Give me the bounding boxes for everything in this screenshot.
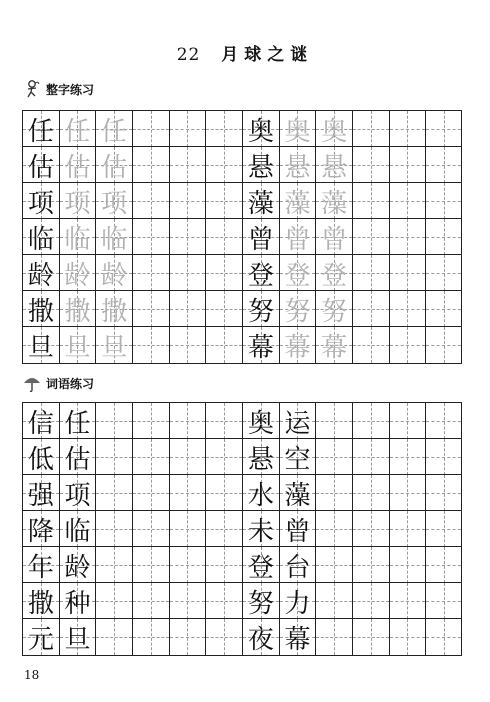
figure-icon bbox=[22, 79, 42, 99]
writing-cell bbox=[95, 219, 132, 255]
practice-row bbox=[22, 618, 462, 656]
model-character: 运 bbox=[284, 408, 311, 439]
writing-cell bbox=[95, 583, 132, 619]
model-character: 撒 bbox=[27, 296, 54, 327]
writing-cell bbox=[59, 147, 96, 183]
writing-cell bbox=[205, 291, 242, 327]
model-character: 力 bbox=[284, 588, 311, 619]
writing-cell bbox=[22, 583, 59, 619]
writing-cell bbox=[205, 583, 242, 619]
writing-cell bbox=[205, 475, 242, 511]
writing-cell bbox=[389, 219, 426, 255]
writing-cell bbox=[205, 547, 242, 583]
section-header-word-practice bbox=[22, 372, 94, 394]
trace-character: 曾 bbox=[321, 224, 348, 255]
writing-cell bbox=[315, 439, 352, 475]
trace-character: 藻 bbox=[284, 188, 311, 219]
writing-cell bbox=[425, 403, 462, 439]
writing-cell bbox=[132, 583, 169, 619]
practice-row bbox=[22, 254, 462, 291]
writing-cell bbox=[169, 147, 206, 183]
trace-character: 项 bbox=[101, 188, 128, 219]
model-character: 种 bbox=[64, 588, 91, 619]
trace-character: 努 bbox=[284, 296, 311, 327]
writing-cell bbox=[169, 219, 206, 255]
trace-character: 任 bbox=[64, 116, 91, 147]
trace-character: 估 bbox=[101, 152, 128, 183]
writing-cell bbox=[425, 583, 462, 619]
writing-cell bbox=[352, 511, 389, 547]
model-character: 任 bbox=[64, 408, 91, 439]
writing-cell bbox=[22, 511, 59, 547]
model-character: 努 bbox=[247, 296, 274, 327]
writing-cell bbox=[132, 547, 169, 583]
writing-cell bbox=[132, 439, 169, 475]
writing-cell bbox=[389, 583, 426, 619]
writing-cell bbox=[279, 511, 316, 547]
writing-cell bbox=[205, 111, 242, 147]
writing-cell bbox=[169, 183, 206, 219]
writing-cell bbox=[425, 439, 462, 475]
writing-cell bbox=[59, 619, 96, 655]
writing-cell bbox=[22, 219, 59, 255]
writing-cell bbox=[242, 511, 279, 547]
writing-cell bbox=[22, 291, 59, 327]
writing-cell bbox=[315, 111, 352, 147]
lesson-title bbox=[0, 40, 490, 70]
writing-cell bbox=[389, 291, 426, 327]
writing-cell bbox=[279, 219, 316, 255]
writing-cell bbox=[389, 327, 426, 363]
writing-cell bbox=[22, 327, 59, 363]
writing-cell bbox=[132, 255, 169, 291]
model-character: 元 bbox=[27, 624, 54, 655]
model-character: 悬 bbox=[247, 444, 274, 475]
writing-cell bbox=[315, 183, 352, 219]
writing-cell bbox=[389, 183, 426, 219]
writing-cell bbox=[205, 327, 242, 363]
writing-cell bbox=[59, 183, 96, 219]
model-character: 龄 bbox=[64, 552, 91, 583]
writing-cell bbox=[279, 255, 316, 291]
writing-cell bbox=[389, 511, 426, 547]
model-character: 未 bbox=[247, 516, 274, 547]
writing-cell bbox=[352, 439, 389, 475]
practice-row bbox=[22, 146, 462, 183]
writing-cell bbox=[389, 439, 426, 475]
writing-cell bbox=[279, 327, 316, 363]
writing-cell bbox=[169, 583, 206, 619]
writing-cell bbox=[315, 511, 352, 547]
writing-cell bbox=[389, 475, 426, 511]
writing-cell bbox=[425, 147, 462, 183]
writing-cell bbox=[315, 547, 352, 583]
writing-cell bbox=[425, 111, 462, 147]
practice-row bbox=[22, 546, 462, 583]
writing-cell bbox=[279, 403, 316, 439]
writing-cell bbox=[132, 219, 169, 255]
writing-cell bbox=[169, 111, 206, 147]
trace-character: 曾 bbox=[284, 224, 311, 255]
writing-cell bbox=[59, 327, 96, 363]
writing-cell bbox=[205, 403, 242, 439]
writing-cell bbox=[59, 291, 96, 327]
writing-cell bbox=[315, 147, 352, 183]
writing-cell bbox=[132, 511, 169, 547]
model-character: 藻 bbox=[284, 480, 311, 511]
writing-cell bbox=[352, 255, 389, 291]
writing-cell bbox=[279, 147, 316, 183]
writing-cell bbox=[132, 475, 169, 511]
writing-cell bbox=[425, 327, 462, 363]
writing-cell bbox=[205, 219, 242, 255]
writing-cell bbox=[22, 255, 59, 291]
writing-cell bbox=[169, 511, 206, 547]
model-character: 项 bbox=[64, 480, 91, 511]
model-character: 旦 bbox=[64, 624, 91, 655]
writing-cell bbox=[132, 327, 169, 363]
model-character: 台 bbox=[284, 552, 311, 583]
model-character: 信 bbox=[27, 408, 54, 439]
writing-cell bbox=[169, 291, 206, 327]
model-character: 强 bbox=[27, 480, 54, 511]
trace-character: 幕 bbox=[321, 332, 348, 363]
writing-cell bbox=[95, 403, 132, 439]
writing-cell bbox=[352, 619, 389, 655]
trace-character: 临 bbox=[101, 224, 128, 255]
writing-cell bbox=[279, 619, 316, 655]
model-character: 撒 bbox=[27, 588, 54, 619]
practice-row bbox=[22, 582, 462, 619]
writing-cell bbox=[169, 403, 206, 439]
writing-cell bbox=[425, 183, 462, 219]
section-label: 整字练习 bbox=[46, 82, 95, 97]
writing-cell bbox=[242, 619, 279, 655]
writing-cell bbox=[425, 255, 462, 291]
writing-cell bbox=[352, 183, 389, 219]
writing-cell bbox=[315, 619, 352, 655]
practice-row bbox=[22, 438, 462, 475]
model-character: 登 bbox=[247, 260, 274, 291]
writing-cell bbox=[95, 183, 132, 219]
trace-character: 临 bbox=[64, 224, 91, 255]
model-character: 奥 bbox=[247, 116, 274, 147]
model-character: 年 bbox=[27, 552, 54, 583]
trace-character: 藻 bbox=[321, 188, 348, 219]
writing-cell bbox=[425, 475, 462, 511]
writing-cell bbox=[279, 475, 316, 511]
trace-character: 撒 bbox=[101, 296, 128, 327]
model-character: 临 bbox=[27, 224, 54, 255]
writing-cell bbox=[132, 291, 169, 327]
practice-row bbox=[22, 110, 462, 147]
writing-cell bbox=[22, 403, 59, 439]
model-character: 幕 bbox=[284, 624, 311, 655]
word-practice-grid bbox=[22, 402, 462, 654]
writing-cell bbox=[315, 255, 352, 291]
writing-cell bbox=[205, 147, 242, 183]
writing-cell bbox=[425, 219, 462, 255]
model-character: 登 bbox=[247, 552, 274, 583]
writing-cell bbox=[389, 147, 426, 183]
writing-cell bbox=[95, 291, 132, 327]
writing-cell bbox=[205, 183, 242, 219]
model-character: 空 bbox=[284, 444, 311, 475]
writing-cell bbox=[352, 583, 389, 619]
trace-character: 旦 bbox=[64, 332, 91, 363]
writing-cell bbox=[22, 547, 59, 583]
writing-cell bbox=[352, 111, 389, 147]
writing-cell bbox=[389, 255, 426, 291]
trace-character: 登 bbox=[321, 260, 348, 291]
writing-cell bbox=[242, 583, 279, 619]
model-character: 曾 bbox=[284, 516, 311, 547]
trace-character: 撒 bbox=[64, 296, 91, 327]
writing-cell bbox=[205, 511, 242, 547]
writing-cell bbox=[242, 439, 279, 475]
writing-cell bbox=[169, 327, 206, 363]
model-character: 奥 bbox=[247, 408, 274, 439]
model-character: 藻 bbox=[247, 188, 274, 219]
writing-cell bbox=[95, 111, 132, 147]
model-character: 任 bbox=[27, 116, 54, 147]
trace-character: 项 bbox=[64, 188, 91, 219]
practice-row bbox=[22, 182, 462, 219]
trace-character: 奥 bbox=[284, 116, 311, 147]
writing-cell bbox=[242, 111, 279, 147]
model-character: 夜 bbox=[247, 624, 274, 655]
trace-character: 旦 bbox=[101, 332, 128, 363]
lesson-name: 月球之谜 bbox=[221, 45, 314, 65]
practice-row bbox=[22, 402, 462, 439]
writing-cell bbox=[59, 255, 96, 291]
writing-cell bbox=[132, 183, 169, 219]
page-number: 18 bbox=[24, 668, 40, 682]
writing-cell bbox=[242, 291, 279, 327]
writing-cell bbox=[389, 403, 426, 439]
writing-cell bbox=[22, 619, 59, 655]
writing-cell bbox=[59, 219, 96, 255]
writing-cell bbox=[352, 547, 389, 583]
trace-character: 努 bbox=[321, 296, 348, 327]
trace-character: 龄 bbox=[101, 260, 128, 291]
writing-cell bbox=[169, 439, 206, 475]
writing-cell bbox=[315, 403, 352, 439]
writing-cell bbox=[389, 547, 426, 583]
writing-cell bbox=[205, 439, 242, 475]
writing-cell bbox=[315, 327, 352, 363]
writing-cell bbox=[22, 475, 59, 511]
writing-cell bbox=[279, 439, 316, 475]
writing-cell bbox=[59, 111, 96, 147]
writing-cell bbox=[132, 147, 169, 183]
lesson-number: 22 bbox=[176, 45, 201, 65]
writing-cell bbox=[242, 183, 279, 219]
writing-cell bbox=[242, 219, 279, 255]
writing-cell bbox=[132, 111, 169, 147]
trace-character: 估 bbox=[64, 152, 91, 183]
trace-character: 悬 bbox=[321, 152, 348, 183]
writing-cell bbox=[242, 475, 279, 511]
writing-cell bbox=[242, 547, 279, 583]
model-character: 估 bbox=[27, 152, 54, 183]
writing-cell bbox=[95, 547, 132, 583]
model-character: 临 bbox=[64, 516, 91, 547]
writing-cell bbox=[205, 255, 242, 291]
writing-cell bbox=[95, 439, 132, 475]
writing-cell bbox=[352, 475, 389, 511]
writing-cell bbox=[315, 475, 352, 511]
practice-row bbox=[22, 290, 462, 327]
writing-cell bbox=[132, 403, 169, 439]
writing-cell bbox=[205, 619, 242, 655]
writing-cell bbox=[169, 619, 206, 655]
writing-cell bbox=[59, 403, 96, 439]
practice-row bbox=[22, 326, 462, 364]
trace-character: 幕 bbox=[284, 332, 311, 363]
writing-cell bbox=[59, 511, 96, 547]
writing-cell bbox=[22, 147, 59, 183]
writing-cell bbox=[352, 291, 389, 327]
writing-cell bbox=[242, 403, 279, 439]
umbrella-icon bbox=[22, 373, 42, 393]
writing-cell bbox=[315, 219, 352, 255]
writing-cell bbox=[95, 619, 132, 655]
writing-cell bbox=[389, 111, 426, 147]
writing-cell bbox=[425, 619, 462, 655]
trace-character: 任 bbox=[101, 116, 128, 147]
trace-character: 登 bbox=[284, 260, 311, 291]
model-character: 项 bbox=[27, 188, 54, 219]
writing-cell bbox=[279, 583, 316, 619]
practice-row bbox=[22, 474, 462, 511]
writing-cell bbox=[59, 547, 96, 583]
model-character: 旦 bbox=[27, 332, 54, 363]
writing-cell bbox=[22, 183, 59, 219]
model-character: 低 bbox=[27, 444, 54, 475]
trace-character: 龄 bbox=[64, 260, 91, 291]
writing-cell bbox=[425, 547, 462, 583]
writing-cell bbox=[279, 183, 316, 219]
section-label: 词语练习 bbox=[46, 376, 95, 391]
writing-cell bbox=[95, 475, 132, 511]
model-character: 水 bbox=[247, 480, 274, 511]
writing-cell bbox=[315, 583, 352, 619]
writing-cell bbox=[242, 327, 279, 363]
writing-cell bbox=[59, 475, 96, 511]
model-character: 龄 bbox=[27, 260, 54, 291]
writing-cell bbox=[279, 547, 316, 583]
model-character: 估 bbox=[64, 444, 91, 475]
writing-cell bbox=[169, 547, 206, 583]
writing-cell bbox=[132, 619, 169, 655]
writing-cell bbox=[352, 403, 389, 439]
writing-cell bbox=[352, 147, 389, 183]
model-character: 降 bbox=[27, 516, 54, 547]
char-practice-grid bbox=[22, 110, 462, 362]
writing-cell bbox=[242, 255, 279, 291]
writing-cell bbox=[95, 511, 132, 547]
writing-cell bbox=[389, 619, 426, 655]
trace-character: 悬 bbox=[284, 152, 311, 183]
model-character: 努 bbox=[247, 588, 274, 619]
writing-cell bbox=[279, 291, 316, 327]
practice-row bbox=[22, 218, 462, 255]
section-header-char-practice bbox=[22, 78, 94, 100]
trace-character: 奥 bbox=[321, 116, 348, 147]
writing-cell bbox=[425, 291, 462, 327]
writing-cell bbox=[22, 111, 59, 147]
writing-cell bbox=[279, 111, 316, 147]
writing-cell bbox=[95, 327, 132, 363]
writing-cell bbox=[352, 327, 389, 363]
writing-cell bbox=[315, 291, 352, 327]
writing-cell bbox=[425, 511, 462, 547]
model-character: 悬 bbox=[247, 152, 274, 183]
writing-cell bbox=[22, 439, 59, 475]
writing-cell bbox=[242, 147, 279, 183]
practice-row bbox=[22, 510, 462, 547]
writing-cell bbox=[59, 439, 96, 475]
writing-cell bbox=[95, 255, 132, 291]
writing-cell bbox=[95, 147, 132, 183]
writing-cell bbox=[59, 583, 96, 619]
writing-cell bbox=[352, 219, 389, 255]
writing-cell bbox=[169, 255, 206, 291]
model-character: 幕 bbox=[247, 332, 274, 363]
writing-cell bbox=[169, 475, 206, 511]
model-character: 曾 bbox=[247, 224, 274, 255]
